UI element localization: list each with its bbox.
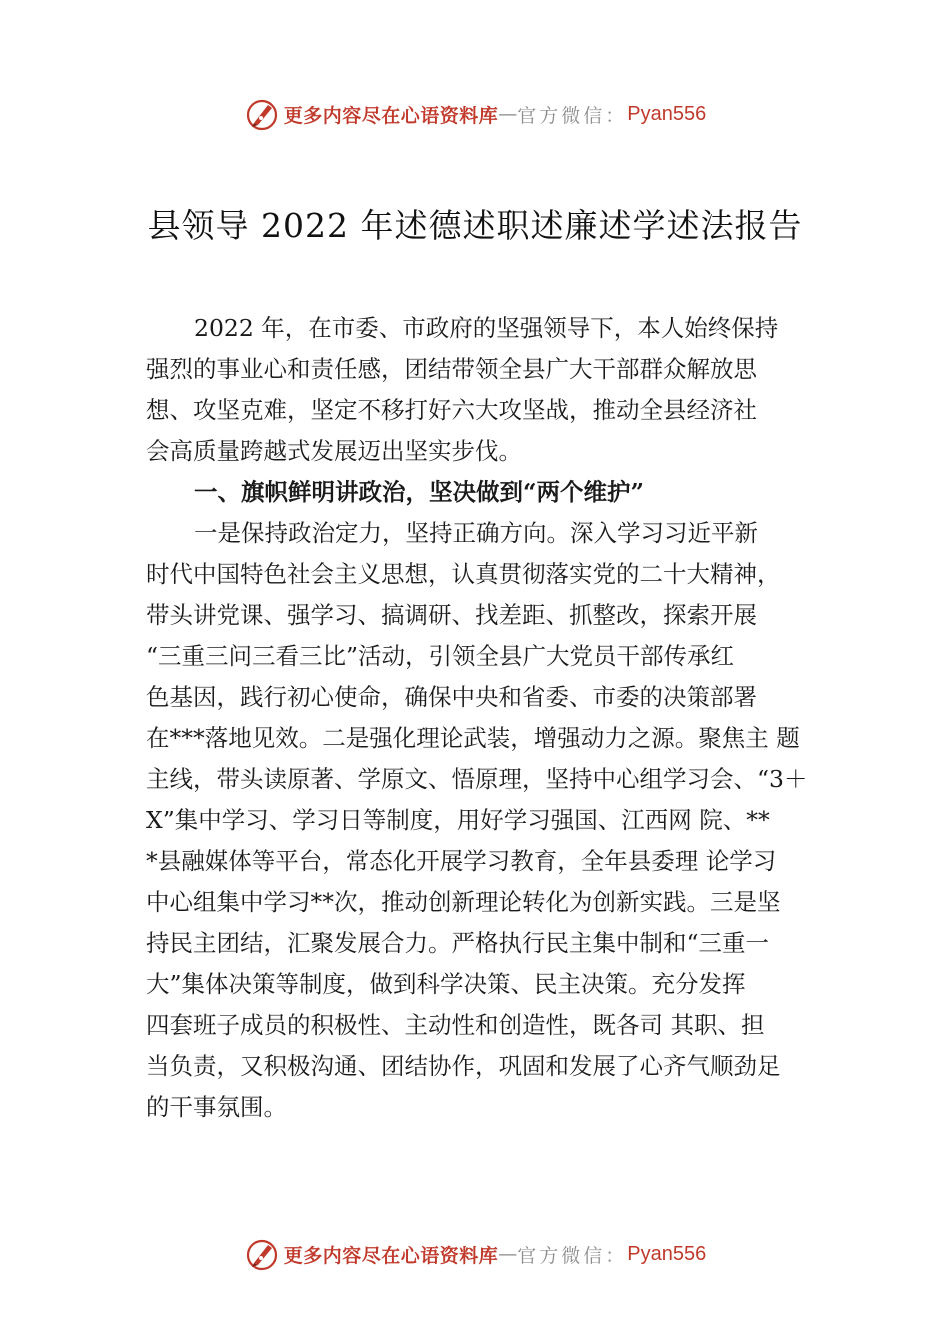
paragraph-line: 想、攻坚克难，坚定不移打好六大攻坚战，推动全县经济社 (146, 396, 757, 424)
banner-label-text: 官方微信： (517, 104, 628, 127)
banner-brand-text: 更多内容尽在心语资料库 (283, 104, 499, 127)
paragraph-line: 会高质量跨越式发展迈出坚实步伐。 (146, 437, 522, 465)
paragraph-line: 大”集体决策等制度，做到科学决策、民主决策。充分发挥 (146, 970, 746, 998)
pen-logo-icon (244, 1236, 280, 1272)
paragraph-line: 时代中国特色社会主义思想，认真贯彻落实党的二十大精神， (146, 560, 781, 588)
footer-banner (0, 1232, 950, 1276)
banner-label-text: 官方微信： (517, 1244, 628, 1267)
document-body (146, 308, 836, 1128)
paragraph-line: 持民主团结，汇聚发展合力。严格执行民主集中制和“三重一 (146, 929, 770, 957)
section-heading: 一、旗帜鲜明讲政治，坚决做到“两个维护” (194, 478, 645, 506)
paragraph-line: 四套班子成员的积极性、主动性和创造性，既各司 其职、担 (146, 1011, 765, 1039)
paragraph-line: 主线，带头读原著、学原文、悟原理，坚持中心组学习会、“3＋ (146, 765, 808, 793)
document-title: 县领导 2022 年述德述职述廉述学述法报告 (147, 206, 803, 245)
banner-brand-text: 更多内容尽在心语资料库 (283, 1244, 499, 1267)
banner-separator: — (498, 103, 518, 125)
paragraph-line: 强烈的事业心和责任感，团结带领全县广大干部群众解放思 (146, 355, 757, 383)
banner-wechat-id: Pyan556 (627, 1242, 707, 1265)
paragraph-line: X”集中学习、学习日等制度，用好学习强国、江西网 院、** (146, 806, 770, 834)
paragraph-line: 的干事氛围。 (146, 1093, 287, 1121)
paragraph-line: 2022 年，在市委、市政府的坚强领导下，本人始终保持 (194, 314, 779, 342)
paragraph-line: 带头讲党课、强学习、搞调研、找差距、抓整改，探索开展 (146, 601, 757, 629)
paragraph-line: *县融媒体等平台，常态化开展学习教育，全年县委理 论学习 (146, 847, 777, 875)
paragraph-line: 在***落地见效。二是强化理论武装，增强动力之源。聚焦主 题 (146, 724, 800, 752)
paragraph-line: “三重三问三看三比”活动，引领全县广大党员干部传承红 (146, 642, 735, 670)
paragraph-line: 色基因，践行初心使命，确保中央和省委、市委的决策部署 (146, 683, 757, 711)
banner-separator: — (498, 1243, 518, 1265)
banner-wechat-id: Pyan556 (627, 102, 707, 125)
header-banner (0, 92, 950, 136)
paragraph-line: 当负责，又积极沟通、团结协作，巩固和发展了心齐气顺劲足 (146, 1052, 781, 1080)
paragraph-line: 中心组集中学习**次，推动创新理论转化为创新实践。三是坚 (146, 888, 781, 916)
pen-logo-icon (244, 96, 280, 132)
paragraph-line: 一是保持政治定力，坚持正确方向。深入学习习近平新 (194, 519, 758, 547)
